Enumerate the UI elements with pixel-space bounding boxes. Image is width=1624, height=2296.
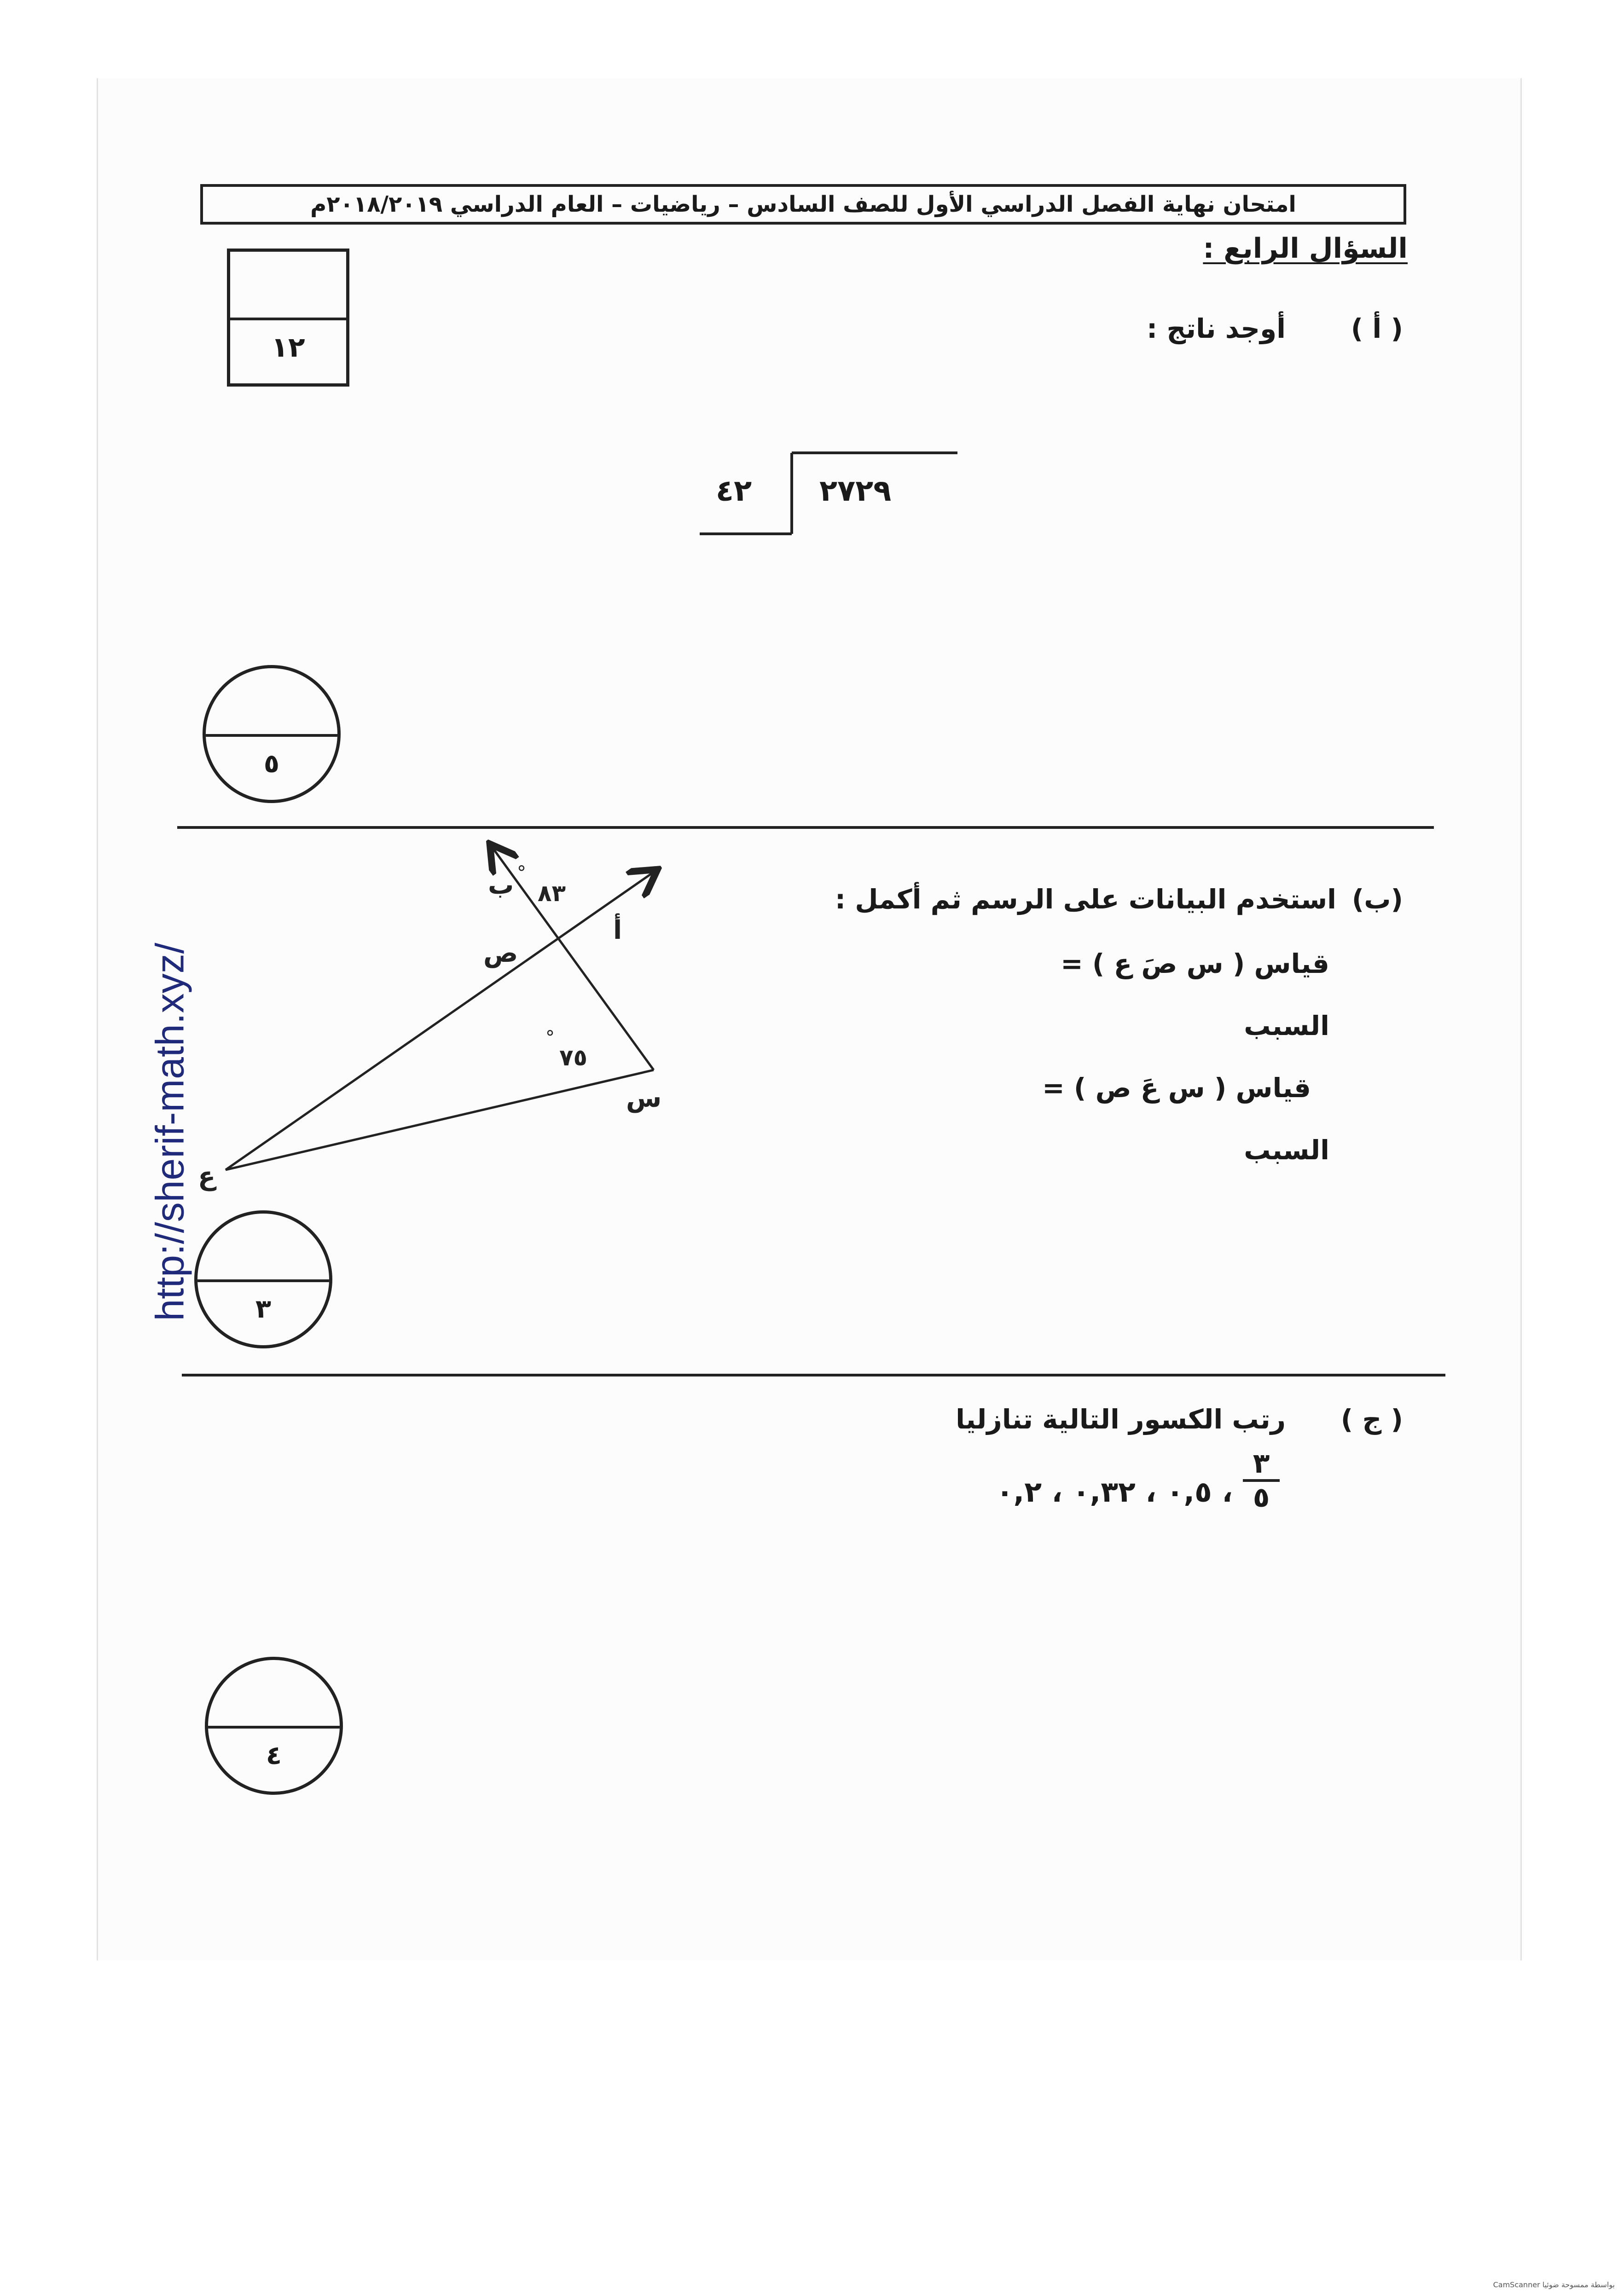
ray-ea: [226, 872, 654, 1170]
score-box-empty: [230, 252, 346, 320]
part-a-score-max: ٥: [263, 749, 280, 779]
part-c-label: ( ج ): [1340, 1404, 1403, 1435]
part-b-reason1: السبب: [1244, 1010, 1329, 1041]
label-a: أ: [613, 915, 622, 945]
part-c-score-max: ٤: [266, 1741, 282, 1770]
exam-header: [200, 184, 1406, 225]
part-a-label: ( أ ): [1351, 313, 1403, 344]
fraction: [1243, 1447, 1280, 1514]
website-url: http://sherif-math.xyz/: [148, 943, 192, 1321]
label-e: ع: [198, 1162, 216, 1191]
question-title: السؤال الرابع :: [1203, 232, 1408, 265]
label-s: ص: [483, 938, 518, 968]
angle2-value: ٧٥: [559, 1044, 588, 1071]
part-b-reason2: السبب: [1244, 1134, 1329, 1166]
score-box-max: ١٢: [271, 331, 305, 364]
part-b-line2: قياس ( س عَ ص ) =: [1042, 1072, 1311, 1104]
angle1-degree: °: [517, 862, 526, 884]
part-b-score-circle: [194, 1210, 332, 1348]
total-score-box: [227, 249, 349, 387]
label-b: ب: [488, 870, 514, 900]
part-b-score-max: ٣: [255, 1294, 272, 1324]
decimal-list: ٠,٥ ، ٠,٣٢ ، ٠,٢ ،: [996, 1475, 1233, 1509]
label-x: س: [626, 1083, 662, 1113]
side-ex: [226, 1070, 654, 1170]
part-a-instruction: أوجد ناتج :: [1147, 313, 1286, 344]
dividend: ٢٧٢٩: [819, 474, 892, 508]
part-b-label: (ب): [1351, 884, 1403, 915]
angle1-value: ٨٣: [538, 880, 566, 907]
header-title: امتحان نهاية الفصل الدراسي الأول للصف السادس – رياضيات – العام الدراسي ٢٠١٨/٢٠١٩م: [310, 191, 1296, 217]
part-b-instruction: استخدم البيانات على الرسم ثم أكمل :: [835, 884, 1336, 915]
divisor: ٤٢: [716, 474, 752, 508]
part-c-score-circle: [205, 1657, 343, 1795]
triangle-figure: [193, 828, 709, 1206]
scanner-footer: CamScanner بواسطة ممسوحة ضوئيا: [1493, 2280, 1615, 2289]
part-c-instruction: رتب الكسور التالية تنازليا: [956, 1404, 1286, 1435]
angle2-degree: °: [545, 1027, 555, 1048]
part-b-line1: قياس ( س صَ ع ) =: [1061, 948, 1329, 979]
fraction-denominator: ٥: [1253, 1481, 1270, 1514]
part-a-score-circle: [203, 665, 341, 803]
fraction-numerator: ٣: [1253, 1447, 1270, 1480]
section-divider-2: [182, 1374, 1445, 1376]
